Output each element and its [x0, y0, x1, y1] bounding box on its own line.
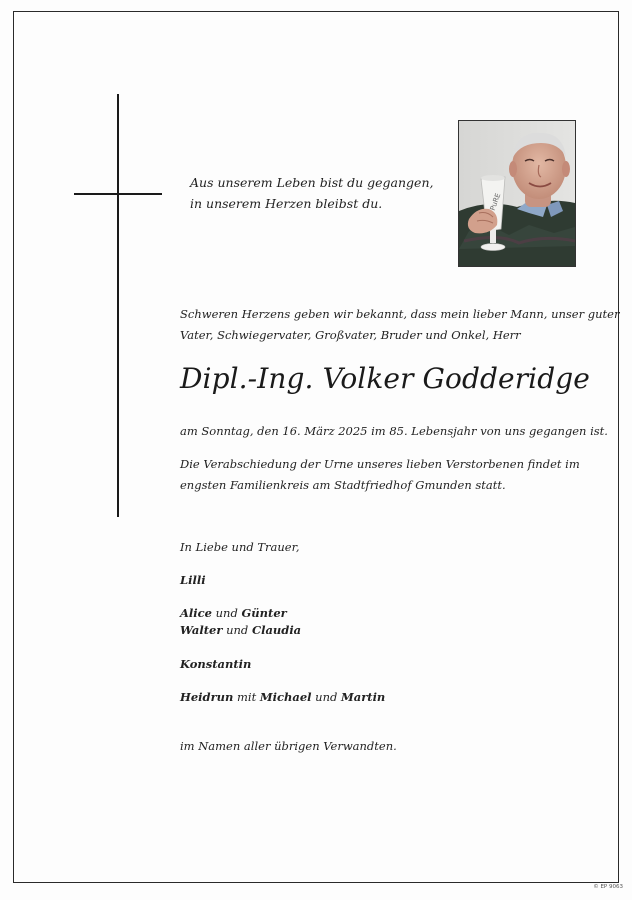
cross-vertical-beam: [117, 94, 119, 517]
mourner-name: Alice: [180, 606, 212, 620]
announcement-text: [180, 304, 620, 346]
connector-word: und: [226, 623, 249, 637]
print-code: © EP 9063: [593, 884, 623, 890]
mourner-name: Günter: [241, 606, 287, 620]
connector-word: und: [215, 606, 238, 620]
motto-line: in unserem Herzen bleibst du.: [190, 196, 383, 211]
mourner-name: Claudia: [251, 623, 302, 637]
mourner-name: Martin: [341, 690, 386, 704]
signature-line: [180, 623, 301, 637]
announcement-line: Vater, Schwiegervater, Großvater, Bruder und Onkel, Herr: [180, 328, 521, 342]
ceremony-line: engsten Familienkreis am Stadtfriedhof Gmunden statt.: [180, 478, 506, 492]
signature-line: [180, 657, 251, 671]
mourner-name: Lilli: [180, 573, 206, 587]
mourner-name: Heidrun: [180, 690, 234, 704]
ceremony-notice: [180, 454, 580, 496]
portrait-photo: [458, 120, 576, 267]
mourner-name: Walter: [180, 623, 223, 637]
cup-label: PuRE: [488, 192, 503, 212]
cross-horizontal-beam: [74, 193, 162, 195]
motto: [190, 172, 433, 214]
mourner-name: Konstantin: [180, 657, 252, 671]
connector-word: mit: [237, 690, 257, 704]
date-of-death: am Sonntag, den 16. März 2025 im 85. Lebensjahr von uns gegangen ist.: [180, 424, 608, 438]
mourner-name: Michael: [259, 690, 312, 704]
deceased-name: Dipl.-Ing. Volker Godderidge: [180, 362, 590, 395]
ceremony-line: Die Verabschiedung der Urne unseres lieben Verstorbenen findet im: [180, 457, 580, 471]
motto-line: Aus unserem Leben bist du gegangen,: [190, 175, 434, 190]
announcement-line: Schweren Herzens geben wir bekannt, dass mein lieber Mann, unser guter: [180, 307, 620, 321]
signature-line: [180, 573, 206, 587]
closing-phrase: In Liebe und Trauer,: [180, 540, 300, 554]
relatives-note: im Namen aller übrigen Verwandten.: [180, 739, 397, 753]
connector-word: und: [315, 690, 338, 704]
signature-line: [180, 690, 385, 704]
signature-line: [180, 606, 287, 620]
